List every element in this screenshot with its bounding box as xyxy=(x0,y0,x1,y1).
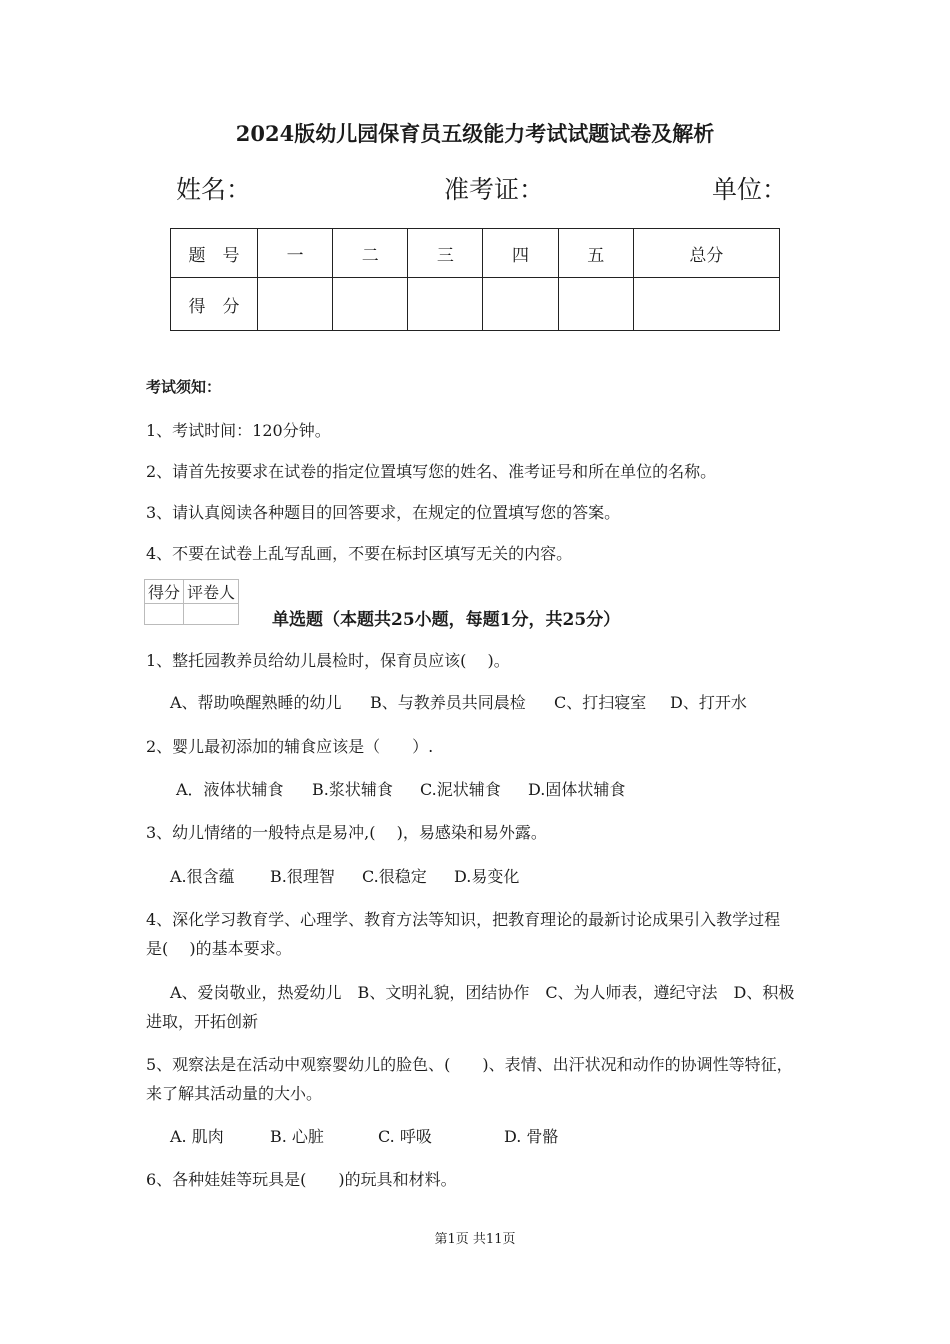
question-2-option-b: B.浆状辅食 xyxy=(312,780,393,799)
header-cell-3: 三 xyxy=(408,229,483,278)
question-2-option-c: C.泥状辅食 xyxy=(420,780,501,799)
score-cell-total[interactable] xyxy=(633,278,779,331)
question-4-stem-line2: 是( )的基本要求。 xyxy=(146,939,292,958)
exam-id-field-label: 准考证： xyxy=(444,175,545,204)
question-3-option-d: D.易变化 xyxy=(454,867,520,886)
header-cell-4: 四 xyxy=(483,229,558,278)
score-cell-5[interactable] xyxy=(558,278,633,331)
header-cell-1: 一 xyxy=(258,229,333,278)
question-2-option-a: A．液体状辅食 xyxy=(176,780,284,799)
note-item-4: 4、不要在试卷上乱写乱画，不要在标封区填写无关的内容。 xyxy=(146,544,573,563)
note-item-1: 1、考试时间：120分钟。 xyxy=(146,421,331,440)
note-item-3: 3、请认真阅读各种题目的回答要求，在规定的位置填写您的答案。 xyxy=(146,503,621,522)
score-table-header-row xyxy=(171,229,780,278)
header-cell-label: 题 号 xyxy=(171,229,258,278)
score-cell-4[interactable] xyxy=(483,278,558,331)
grader-box-grader-cell[interactable] xyxy=(184,604,239,625)
score-row-label: 得 分 xyxy=(171,278,258,331)
score-table-score-row xyxy=(171,278,780,331)
question-1-option-c: C、打扫寝室 xyxy=(554,693,647,712)
question-5-stem-line1: 5、观察法是在活动中观察婴幼儿的脸色、( )、表情、出汗状况和动作的协调性等特征， xyxy=(146,1055,793,1074)
score-table xyxy=(170,228,780,331)
question-1-option-d: D、打开水 xyxy=(670,693,747,712)
unit-field-label: 单位： xyxy=(712,175,788,204)
question-2-stem: 2、婴儿最初添加的辅食应该是（ ）. xyxy=(146,737,434,756)
question-5-option-c: C. 呼吸 xyxy=(378,1127,432,1146)
note-item-2: 2、请首先按要求在试卷的指定位置填写您的姓名、准考证号和所在单位的名称。 xyxy=(146,462,717,481)
page-footer: 第1页 共11页 xyxy=(434,1232,516,1247)
question-3-option-c: C.很稳定 xyxy=(362,867,427,886)
score-cell-3[interactable] xyxy=(408,278,483,331)
header-cell-total: 总分 xyxy=(633,229,779,278)
question-5-stem-line2: 来了解其活动量的大小。 xyxy=(146,1084,323,1103)
grader-box-score-label: 得分 xyxy=(145,580,184,604)
score-cell-1[interactable] xyxy=(258,278,333,331)
question-1-option-a: A、帮助唤醒熟睡的幼儿 xyxy=(170,693,342,712)
question-5-option-d: D. 骨骼 xyxy=(504,1127,559,1146)
grader-box xyxy=(144,579,239,625)
question-3-option-a: A.很含蕴 xyxy=(170,867,235,886)
question-6-stem: 6、各种娃娃等玩具是( )的玩具和材料。 xyxy=(146,1170,457,1189)
question-3-stem: 3、幼儿情绪的一般特点是易冲,( )，易感染和易外露。 xyxy=(146,823,547,842)
question-2-option-d: D.固体状辅食 xyxy=(528,780,626,799)
score-cell-2[interactable] xyxy=(333,278,408,331)
header-cell-2: 二 xyxy=(333,229,408,278)
name-field-label: 姓名： xyxy=(176,175,252,204)
question-5-option-b: B. 心脏 xyxy=(270,1127,324,1146)
question-4-options-line1: A、爱岗敬业，热爱幼儿 B、文明礼貌，团结协作 C、为人师表，遵纪守法 D、积极 xyxy=(170,983,795,1002)
grader-box-score-cell[interactable] xyxy=(145,604,184,625)
notes-title: 考试须知： xyxy=(146,378,222,396)
question-1-stem: 1、整托园教养员给幼儿晨检时，保育员应该( )。 xyxy=(146,651,510,670)
section-title: 单选题（本题共25小题，每题1分，共25分） xyxy=(272,610,621,630)
question-3-option-b: B.很理智 xyxy=(270,867,335,886)
question-1-option-b: B、与教养员共同晨检 xyxy=(370,693,526,712)
page-title: 2024版幼儿园保育员五级能力考试试题试卷及解析 xyxy=(235,121,715,146)
header-cell-5: 五 xyxy=(558,229,633,278)
question-4-stem-line1: 4、深化学习教育学、心理学、教育方法等知识，把教育理论的最新讨论成果引入教学过程 xyxy=(146,910,781,929)
question-4-options-line2: 进取，开拓创新 xyxy=(146,1012,259,1031)
grader-box-grader-label: 评卷人 xyxy=(184,580,239,604)
question-5-option-a: A. 肌肉 xyxy=(170,1127,224,1146)
